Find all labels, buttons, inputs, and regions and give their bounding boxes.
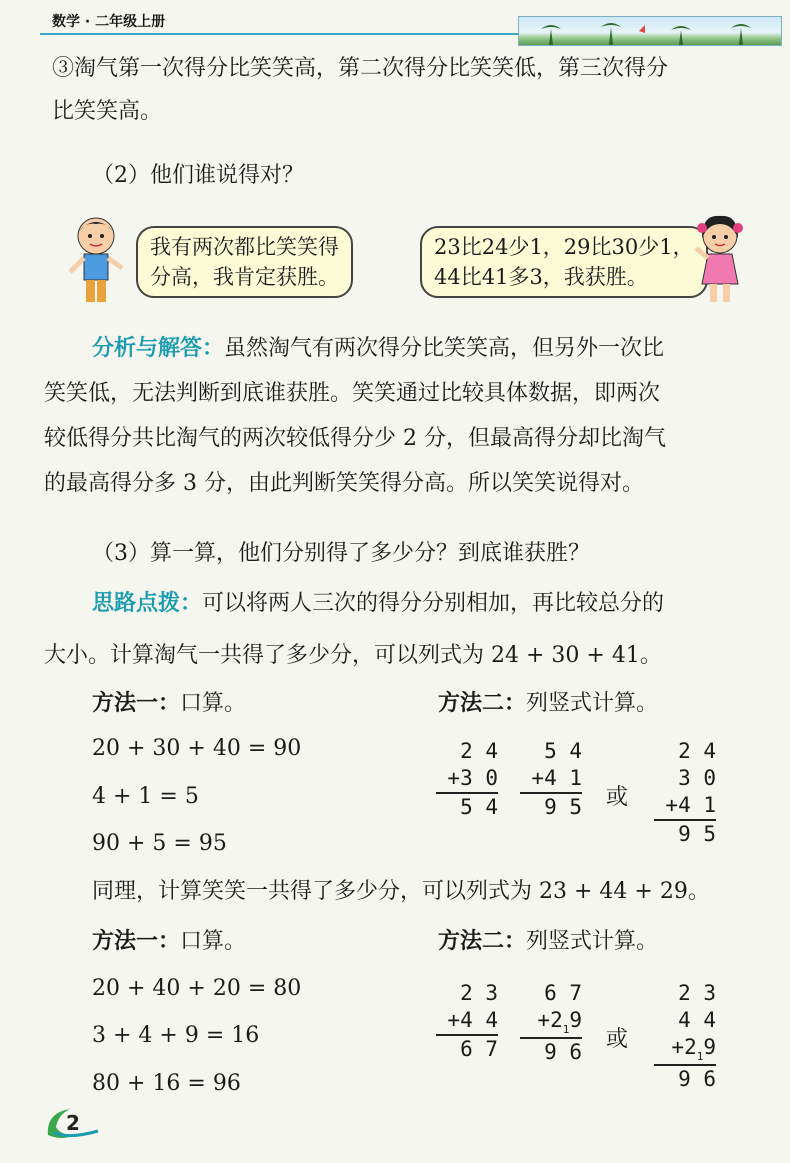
taoqi-or: 或 (606, 785, 629, 810)
analysis-line2: 笑笑低，无法判断到底谁获胜。笑笑通过比较具体数据，即两次 (44, 381, 661, 406)
item3-line2: 比笑笑高。 (52, 99, 163, 124)
boy-bubble-line2: 分高，我肯定获胜。 (150, 265, 339, 289)
carry-digit: 1 (562, 1023, 570, 1036)
analysis-label: 分析与解答： (92, 336, 225, 361)
analysis-line4: 的最高得分多 3 分，由此判断笑笑得分高。所以笑笑说得对。 (44, 471, 644, 496)
girl-bubble-line2: 44比41多3，我获胜。 (434, 265, 648, 289)
xiaoxiao-oral-3: 80 + 16 = 96 (92, 1071, 241, 1096)
question-2: （2）他们谁说得对？ (92, 163, 304, 188)
boy-taoqi-illustration (60, 212, 132, 308)
palm-trees-icon (519, 17, 781, 45)
xiaoxiao-oral-1: 20 + 40 + 20 = 80 (92, 976, 302, 1001)
xiaoxiao-method2: 方法二：列竖式计算。 (438, 929, 659, 954)
taoqi-oral-2: 4 + 1 = 5 (92, 784, 199, 809)
hint-label: 思路点拨： (92, 591, 203, 616)
taoqi-vertical-3: 2 4 3 0 +4 1 9 5 (654, 738, 716, 848)
girl-speech-bubble (420, 226, 708, 298)
carry-digit: 1 (696, 1050, 704, 1063)
taoqi-oral-1: 20 + 30 + 40 = 90 (92, 736, 302, 761)
question-3: （3）算一算，他们分别得了多少分？到底谁获胜？ (92, 541, 590, 566)
girl-xiaoxiao-illustration (688, 212, 752, 308)
xiaoxiao-oral-2: 3 + 4 + 9 = 16 (92, 1023, 260, 1048)
analysis-line1: 分析与解答：虽然淘气有两次得分比笑笑高，但另外一次比 (92, 336, 665, 361)
page-number-badge (44, 1105, 102, 1141)
boy-speech-bubble (136, 226, 353, 298)
header-divider (40, 33, 520, 35)
xiaoxiao-vertical-2: 6 7 $+2_19$ 9 6 (520, 980, 582, 1066)
page-number: 2 (66, 1111, 80, 1135)
xiaoxiao-method1: 方法一：口算。 (92, 929, 247, 954)
header-landscape-banner (518, 16, 782, 46)
xiaoxiao-intro: 同理，计算笑笑一共得了多少分，可以列式为 23 + 44 + 29。 (92, 879, 710, 904)
hint-line2: 大小。计算淘气一共得了多少分，可以列式为 24 + 30 + 41。 (44, 643, 662, 668)
girl-icon (688, 212, 752, 308)
girl-bubble-line1: 23比24少1，29比30少1， (434, 235, 694, 259)
taoqi-method2: 方法二：列竖式计算。 (438, 691, 659, 716)
xiaoxiao-vertical-3: 2 3 4 4 $+2_19$ 9 6 (654, 980, 716, 1093)
xiaoxiao-or: 或 (606, 1027, 629, 1052)
xiaoxiao-vertical-1: 2 3 +4 4 6 7 (436, 980, 498, 1063)
taoqi-vertical-1: 2 4 +3 0 5 4 (436, 738, 498, 821)
taoqi-oral-3: 90 + 5 = 95 (92, 831, 227, 856)
item3-line1: ③淘气第一次得分比笑笑高，第二次得分比笑笑低，第三次得分 (52, 56, 669, 81)
taoqi-method1: 方法一：口算。 (92, 691, 247, 716)
boy-icon (60, 212, 132, 308)
boy-bubble-line1: 我有两次都比笑笑得 (150, 235, 339, 259)
analysis-line3: 较低得分共比淘气的两次较低得分少 2 分，但最高得分却比淘气 (44, 426, 666, 451)
hint-line1: 思路点拨：可以将两人三次的得分分别相加，再比较总分的 (92, 591, 665, 616)
header-title: 数学 · 二年级上册 (52, 14, 166, 30)
taoqi-vertical-2: 5 4 +4 1 9 5 (520, 738, 582, 821)
